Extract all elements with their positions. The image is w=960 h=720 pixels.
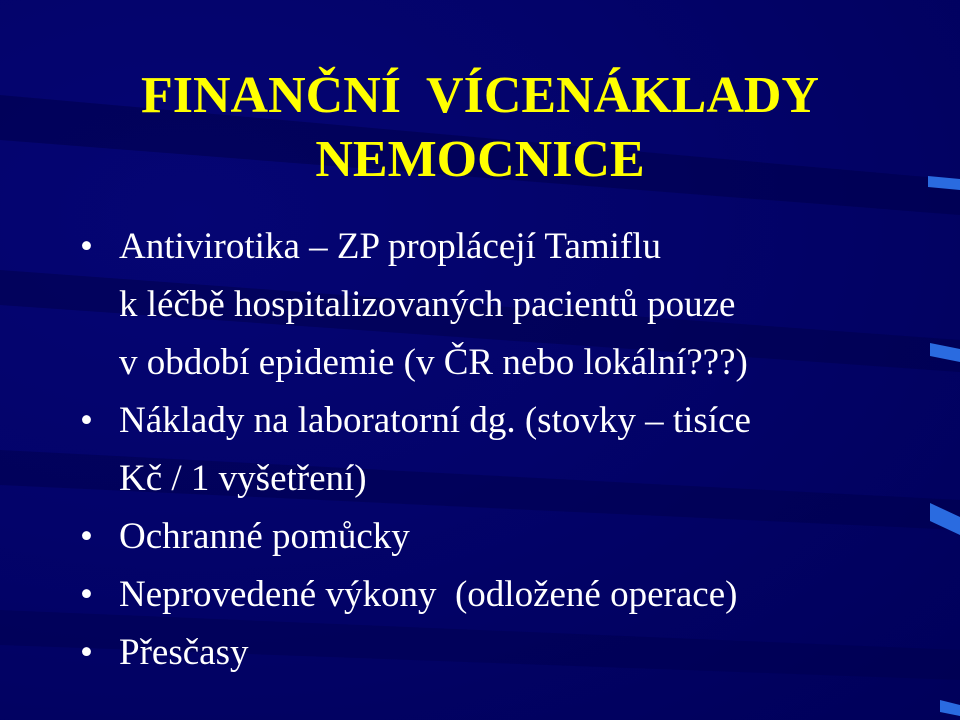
- bullet-text: Antivirotika – ZP proplácejí Tamiflu: [119, 226, 662, 267]
- bullet-marker: •: [80, 632, 93, 673]
- bullet-text: Kč / 1 vyšetření): [119, 458, 367, 499]
- bullet-item: [0, 508, 960, 566]
- bullet-marker: •: [80, 516, 93, 557]
- bullet-item: [0, 624, 960, 682]
- bullet-text: v období epidemie (v ČR nebo lokální???): [119, 342, 748, 383]
- bullet-marker: •: [80, 400, 93, 441]
- bullet-marker: •: [80, 574, 93, 615]
- bullet-item: [0, 566, 960, 624]
- bullet-text: Ochranné pomůcky: [119, 516, 410, 557]
- bullet-item: [0, 218, 960, 276]
- bullet-text: k léčbě hospitalizovaných pacientů pouze: [119, 284, 736, 325]
- bullet-text: Náklady na laboratorní dg. (stovky – tisíce: [119, 400, 751, 441]
- edge-stripe: [940, 700, 960, 716]
- bullet-item: [0, 392, 960, 450]
- bullet-text: Neprovedené výkony (odložené operace): [119, 574, 738, 615]
- bullet-text: Přesčasy: [119, 632, 249, 673]
- title-line-2: NEMOCNICE: [315, 131, 645, 188]
- slide-title: [60, 64, 900, 192]
- title-line-1: FINANČNÍ VÍCENÁKLADY: [141, 67, 819, 124]
- bullet-continuation: [0, 334, 960, 392]
- bullet-marker: •: [80, 226, 93, 267]
- bullet-continuation: [0, 276, 960, 334]
- bullet-continuation: [0, 450, 960, 508]
- bullet-list: [0, 218, 960, 682]
